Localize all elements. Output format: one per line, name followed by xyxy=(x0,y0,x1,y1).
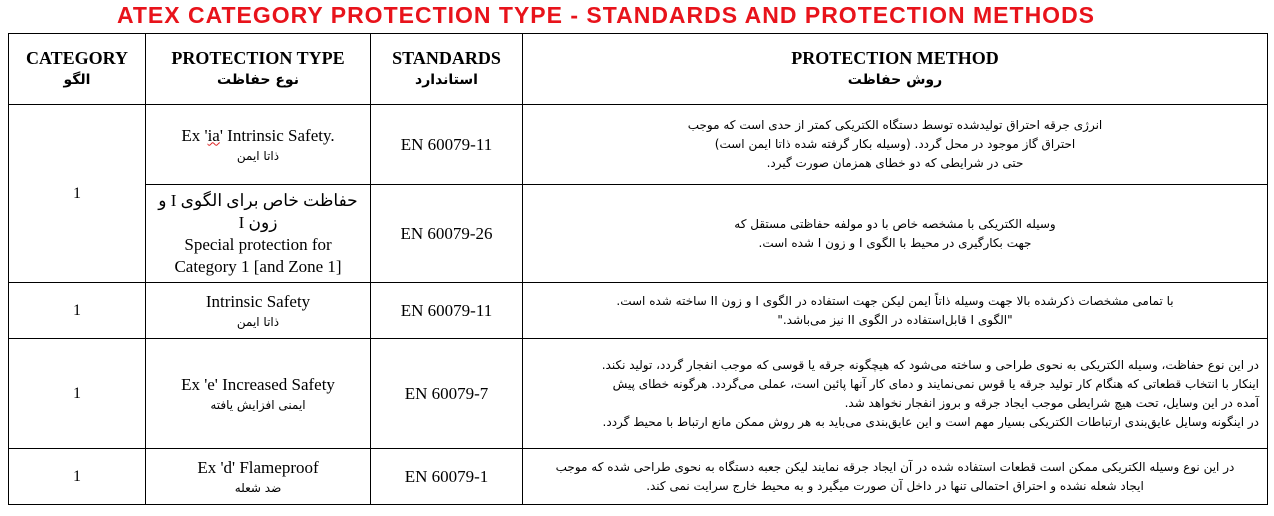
header-protection-type xyxy=(146,34,371,105)
method-line: در اینگونه وسایل عایق‌بندی ارتباطات الکتریکی بسیار مهم است و این عایق‌بندی می‌باید به هر روش ممکن مانع ارتباط با محیط گردد. xyxy=(602,414,1259,429)
method-line: با تمامی مشخصات ذکرشده بالا جهت وسیله ذاتاً ایمن لیکن جهت استفاده در الگوی I و زون II ساخته شده است. xyxy=(616,293,1174,308)
table-row xyxy=(9,449,1268,505)
header-standards xyxy=(371,34,523,105)
method-line: جهت بکارگیری در محیط با الگوی I و زون I شده است. xyxy=(758,235,1032,250)
protection-method-cell xyxy=(523,339,1268,449)
header-category xyxy=(9,34,146,105)
protection-method-cell xyxy=(523,449,1268,505)
header-standards-fa: استاندارد xyxy=(415,72,478,88)
table-row xyxy=(9,283,1268,339)
method-line: حتی در شرایطی که دو خطای همزمان صورت گیرد. xyxy=(766,156,1024,170)
method-line: اینکار با انتخاب قطعاتی که هنگام کار تولید جرقه یا قوس نمی‌نمایند و دمای کار آنها پائین است، عملی می‌گردد. هرگونه خطای پیش xyxy=(612,376,1259,391)
protection-method-cell xyxy=(523,185,1268,283)
method-line: ایجاد شعله نشده و احتراق احتمالی تنها در داخل آن صورت میگیرد و به محیط خارج سرایت نمی کند. xyxy=(646,478,1144,493)
protection-type-en-line: Special protection for xyxy=(184,234,332,254)
category-cell: 1 xyxy=(9,339,146,449)
standard-cell: EN 60079-7 xyxy=(371,339,523,449)
method-line: در این نوع حفاظت، وسیله الکتریکی به نحوی طراحی و ساخته می‌شود که هیچگونه جرقه یا قوسی که موجب انفجار گردد، تولید نکند. xyxy=(601,357,1259,372)
protection-type-en: Ex 'd' Flameproof xyxy=(197,457,319,477)
table-row xyxy=(9,185,1268,283)
method-line: وسیله الکتریکی با مشخصه خاص با دو مولفه حفاظتی مستقل که xyxy=(734,216,1056,231)
standard-cell: EN 60079-11 xyxy=(371,105,523,185)
header-category-fa: الگو xyxy=(63,72,91,88)
protection-type-fa: ذاتا ایمن xyxy=(236,148,280,163)
method-line: انرژی جرقه احتراق تولیدشده توسط دستگاه الکتریکی کمتر از حدی است که موجب xyxy=(687,118,1103,132)
spellcheck-mark: ia xyxy=(207,125,220,145)
method-line: احتراق گاز موجود در محل گردد. (وسیله بکار گرفته شده ذاتا ایمن است) xyxy=(714,137,1076,151)
protection-type-fa: ایمنی افزایش یافته xyxy=(210,397,306,412)
method-line: در این نوع وسیله الکتریکی ممکن است قطعات استفاده شده در آن ایجاد جرقه نمایند لیکن جعبه دستگاه به نحوی طراحی شده که موجب xyxy=(555,459,1235,474)
protection-type-en: Ex 'ia' Intrinsic Safety. xyxy=(181,125,335,145)
protection-type-en-line: Category 1 [and Zone 1] xyxy=(174,256,342,276)
header-method-en: PROTECTION METHOD xyxy=(791,48,999,68)
header-method-fa: روش حفاظت xyxy=(847,72,943,88)
header-standards-en: STANDARDS xyxy=(392,48,501,68)
header-type-en: PROTECTION TYPE xyxy=(171,48,345,68)
standard-cell: EN 60079-1 xyxy=(371,449,523,505)
protection-type-cell xyxy=(146,105,371,185)
category-cell: 1 xyxy=(9,449,146,505)
protection-method-cell xyxy=(523,283,1268,339)
header-type-fa: نوع حفاظت xyxy=(217,72,299,88)
header-protection-method xyxy=(523,34,1268,105)
header-row xyxy=(9,34,1268,105)
category-cell: 1 xyxy=(9,105,146,283)
protection-method-cell xyxy=(523,105,1268,185)
protection-type-fa: حفاظت خاص برای الگوی I و زون I xyxy=(158,190,358,232)
protection-type-cell xyxy=(146,339,371,449)
atex-table xyxy=(8,33,1268,505)
protection-type-fa: ضد شعله xyxy=(234,480,282,495)
method-line: "الگوی I قابل‌استفاده در الگوی II نیز می‌باشد." xyxy=(777,312,1013,327)
protection-type-en: Intrinsic Safety xyxy=(205,291,311,311)
protection-type-cell xyxy=(146,283,371,339)
protection-type-cell xyxy=(146,185,371,283)
protection-type-cell xyxy=(146,449,371,505)
page-title: ATEX CATEGORY PROTECTION TYPE - STANDARDS AND PROTECTION METHODS xyxy=(116,2,1096,28)
table-row xyxy=(9,339,1268,449)
method-line: آمده در این وسایل، تحت هیچ شرایطی موجب ایجاد جرقه و بروز انفجار نخواهد شد. xyxy=(844,395,1259,410)
protection-type-en: Ex 'e' Increased Safety xyxy=(181,374,335,394)
header-category-en: CATEGORY xyxy=(25,48,129,68)
standard-cell: EN 60079-26 xyxy=(371,185,523,283)
standard-cell: EN 60079-11 xyxy=(371,283,523,339)
category-cell: 1 xyxy=(9,283,146,339)
protection-type-fa: ذاتا ایمن xyxy=(236,314,280,329)
table-row xyxy=(9,105,1268,185)
